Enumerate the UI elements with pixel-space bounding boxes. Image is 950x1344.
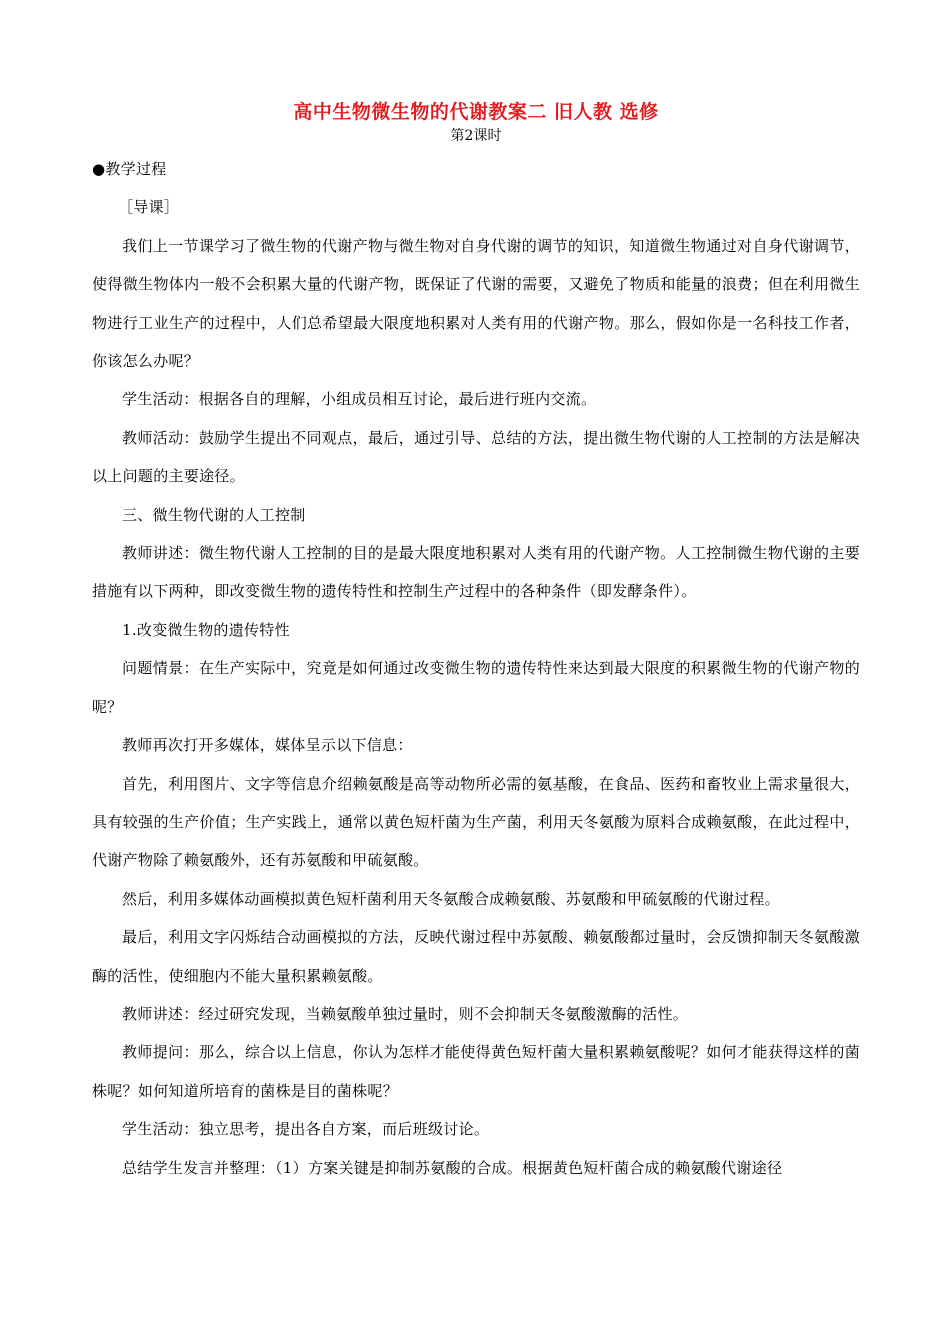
paragraph: 学生活动：根据各自的理解，小组成员相互讨论，最后进行班内交流。 xyxy=(122,390,597,409)
paragraph: 然后，利用多媒体动画模拟黄色短杆菌利用天冬氨酸合成赖氨酸、苏氨酸和甲硫氨酸的代谢过程。 xyxy=(122,889,780,908)
paragraph: ●教学过程 xyxy=(92,160,167,178)
paragraph: 教师再次打开多媒体，媒体呈示以下信息： xyxy=(122,736,413,755)
document-subtitle: 第2课时 xyxy=(450,128,502,144)
paragraph: 三、微生物代谢的人工控制 xyxy=(122,505,306,524)
paragraph: 我们上一节课学习了微生物的代谢产物与微生物对自身代谢的调节的知识，知道微生物通过对自身代谢调节，使得微生物体内一般不会积累大量的代谢产物，既保证了代谢的需要，又避免了物质和能量的浪费；但在利用微生物进行工业生产的过程中，人们总希望最大限度地积累对人类有用的代谢产物。那么，假如你是一名科技工作者，你该怎么办呢？ xyxy=(92,236,860,371)
document-page xyxy=(92,98,860,1187)
paragraph: 学生活动：独立思考，提出各自方案，而后班级讨论。 xyxy=(122,1120,490,1139)
paragraph: 教师活动：鼓励学生提出不同观点，最后，通过引导、总结的方法，提出微生物代谢的人工控制的方法是解决以上问题的主要途径。 xyxy=(92,428,860,486)
paragraph: 教师讲述：经过研究发现，当赖氨酸单独过量时，则不会抑制天冬氨酸激酶的活性。 xyxy=(122,1004,689,1023)
paragraph: ［导课］ xyxy=(118,198,180,217)
document-body xyxy=(92,150,860,1187)
paragraph: 问题情景：在生产实际中，究竟是如何通过改变微生物的遗传特性来达到最大限度的积累微生物的代谢产物的呢？ xyxy=(92,659,860,716)
paragraph: 首先，利用图片、文字等信息介绍赖氨酸是高等动物所必需的氨基酸，在食品、医药和畜牧业上需求量很大，具有较强的生产价值；生产实践上，通常以黄色短杆菌为生产菌，利用天冬氨酸为原料合成赖氨酸，在此过程中，代谢产物除了赖氨酸外，还有苏氨酸和甲硫氨酸。 xyxy=(92,774,860,870)
paragraph: 教师提问：那么，综合以上信息，你认为怎样才能使得黄色短杆菌大量积累赖氨酸呢？如何才能获得这样的菌株呢？如何知道所培育的菌株是目的菌株呢？ xyxy=(92,1043,860,1100)
paragraph: 总结学生发言并整理：（1）方案关键是抑制苏氨酸的合成。根据黄色短杆菌合成的赖氨酸代谢途径 xyxy=(122,1158,783,1177)
paragraph: 1.改变微生物的遗传特性 xyxy=(122,620,290,639)
paragraph: 教师讲述：微生物代谢人工控制的目的是最大限度地积累对人类有用的代谢产物。人工控制微生物代谢的主要措施有以下两种，即改变微生物的遗传特性和控制生产过程中的各种条件（即发酵条件）。 xyxy=(92,544,860,601)
paragraph: 最后，利用文字闪烁结合动画模拟的方法，反映代谢过程中苏氨酸、赖氨酸都过量时，会反馈抑制天冬氨酸激酶的活性，使细胞内不能大量积累赖氨酸。 xyxy=(92,928,860,985)
document-title: 高中生物微生物的代谢教案二 旧人教 选修 xyxy=(293,101,659,123)
